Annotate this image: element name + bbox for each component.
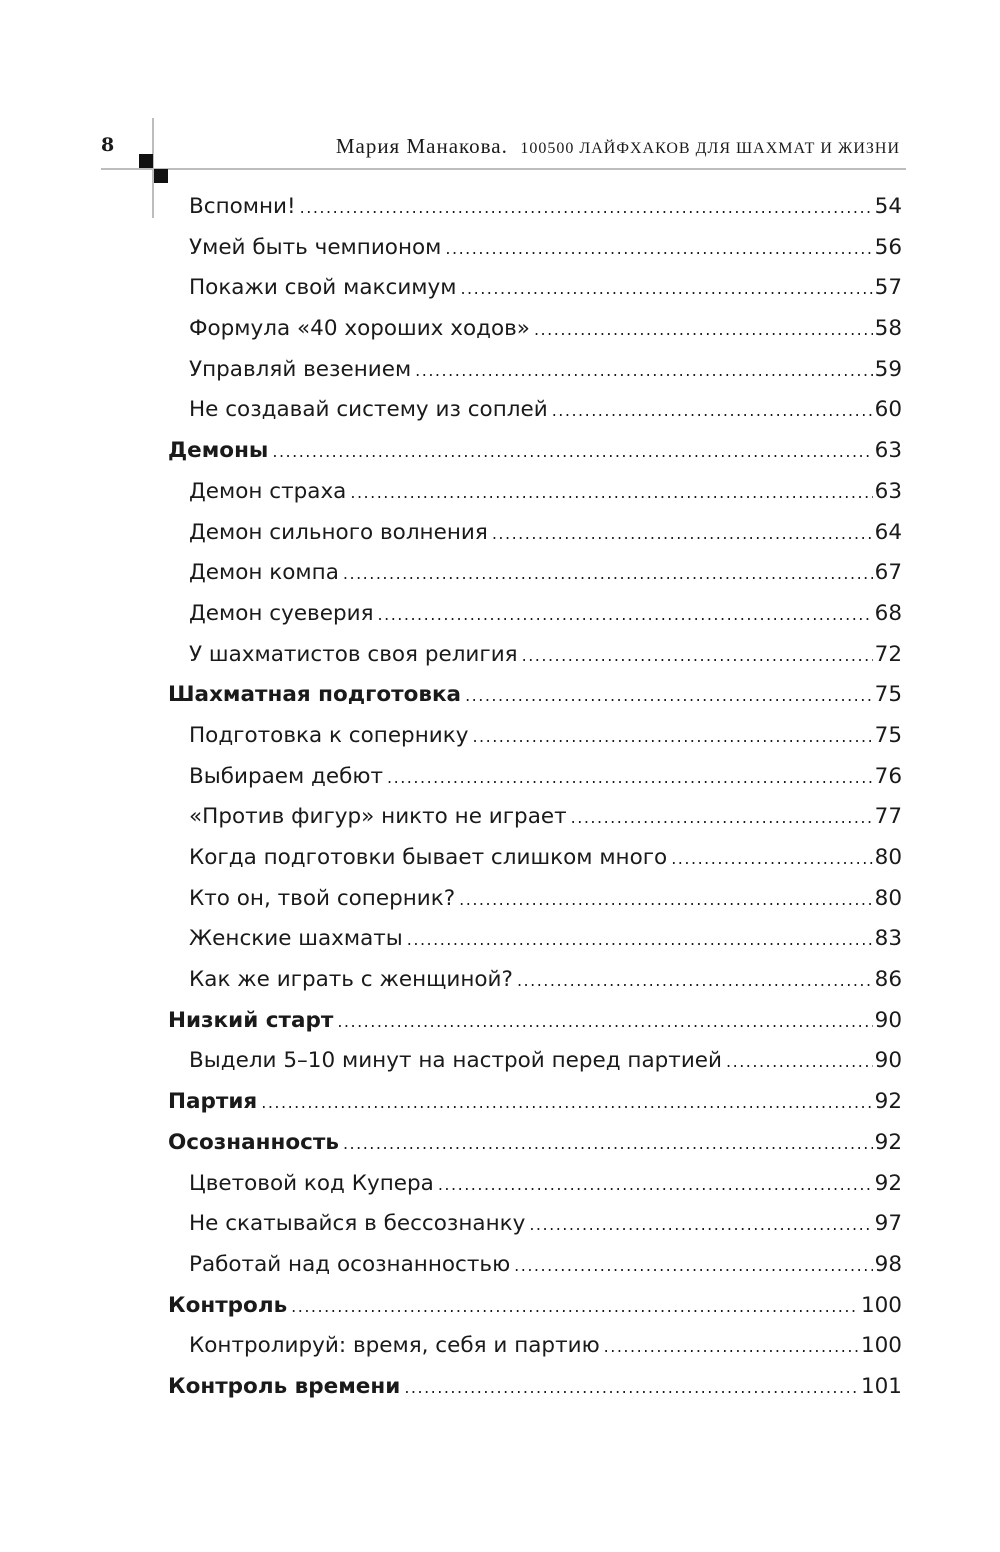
- toc-entry-page: 75: [874, 682, 902, 708]
- toc-dot-leader: [343, 1124, 873, 1165]
- toc-dot-leader: [387, 758, 873, 799]
- header-rule: [101, 168, 906, 170]
- toc-entry-page: 100: [860, 1333, 902, 1359]
- toc-section-entry: [168, 513, 902, 554]
- toc-entry-page: 92: [874, 1170, 902, 1196]
- toc-section-entry: [168, 472, 902, 513]
- toc-section-entry: [168, 919, 902, 960]
- toc-entry-title: Цветовой код Купера: [189, 1170, 434, 1196]
- toc-entry-title: Шахматная подготовка: [168, 682, 462, 708]
- toc-chapter-entry: [168, 1001, 902, 1042]
- toc-dot-leader: [291, 1287, 859, 1328]
- toc-entry-title: Выбираем дебют: [189, 763, 384, 789]
- toc-entry-page: 100: [860, 1292, 902, 1318]
- toc-section-entry: [168, 635, 902, 676]
- toc-dot-leader: [726, 1042, 873, 1083]
- toc-entry-page: 80: [874, 885, 902, 911]
- toc-chapter-entry: [168, 1123, 902, 1164]
- toc-dot-leader: [261, 1083, 872, 1124]
- toc-chapter-entry: [168, 431, 902, 472]
- toc-entry-page: 92: [874, 1089, 902, 1115]
- toc-entry-page: 75: [874, 722, 902, 748]
- header-author: Мария Манакова.: [335, 134, 508, 158]
- toc-entry-page: 98: [874, 1251, 902, 1277]
- toc-entry-page: 59: [874, 356, 902, 382]
- toc-section-entry: [168, 1245, 902, 1286]
- toc-entry-page: 64: [874, 519, 902, 545]
- toc-dot-leader: [415, 351, 872, 392]
- toc-section-entry: [168, 390, 902, 431]
- toc-entry-page: 57: [874, 275, 902, 301]
- toc-dot-leader: [534, 310, 873, 351]
- toc-entry-page: 54: [874, 194, 902, 219]
- toc-dot-leader: [472, 717, 872, 758]
- chess-square-dark: [139, 154, 153, 168]
- toc-dot-leader: [407, 920, 873, 961]
- toc-entry-title: Выдели 5–10 минут на настрой перед партией: [189, 1048, 723, 1074]
- toc-entry-title: Управляй везением: [189, 356, 412, 382]
- toc-section-entry: [168, 309, 902, 350]
- toc-section-entry: [168, 553, 902, 594]
- toc-entry-title: Партия: [168, 1089, 258, 1115]
- toc-entry-title: Подготовка к сопернику: [189, 722, 469, 748]
- toc-section-entry: [168, 797, 902, 838]
- toc-entry-page: 58: [874, 316, 902, 342]
- toc-dot-leader: [604, 1327, 859, 1368]
- toc-entry-title: Низкий старт: [168, 1007, 334, 1033]
- toc-section-entry: [168, 1041, 902, 1082]
- toc-dot-leader: [350, 473, 872, 514]
- toc-entry-title: У шахматистов своя религия: [189, 641, 518, 667]
- toc-entry-title: Покажи свой максимум: [189, 275, 457, 301]
- toc-dot-leader: [671, 839, 872, 880]
- table-of-contents: [168, 187, 902, 1408]
- toc-section-entry: [168, 757, 902, 798]
- toc-section-entry: [168, 1326, 902, 1367]
- toc-entry-title: Демоны: [168, 438, 269, 464]
- toc-entry-title: Не скатывайся в бессознанку: [189, 1211, 526, 1237]
- page-number: 8: [101, 134, 115, 156]
- toc-entry-page: 97: [874, 1211, 902, 1237]
- toc-entry-title: Когда подготовки бывает слишком много: [189, 845, 668, 870]
- toc-entry-title: «Против фигур» никто не играет: [189, 804, 567, 830]
- toc-entry-page: 72: [874, 641, 902, 667]
- toc-dot-leader: [465, 676, 873, 717]
- toc-entry-page: 67: [874, 560, 902, 586]
- running-header: [336, 134, 900, 159]
- toc-entry-title: Осознанность: [168, 1129, 339, 1155]
- toc-dot-leader: [571, 798, 873, 839]
- toc-chapter-entry: [168, 1367, 902, 1408]
- toc-dot-leader: [272, 432, 872, 473]
- toc-entry-title: Умей быть чемпионом: [189, 234, 442, 260]
- toc-entry-title: Формула «40 хороших ходов»: [189, 316, 530, 342]
- toc-dot-leader: [517, 961, 873, 1002]
- toc-entry-page: 68: [874, 600, 902, 626]
- toc-entry-title: Работай над осознанностью: [189, 1251, 511, 1277]
- toc-dot-leader: [445, 229, 872, 270]
- toc-dot-leader: [522, 636, 873, 677]
- toc-entry-page: 90: [874, 1007, 902, 1033]
- toc-entry-page: 63: [874, 478, 902, 504]
- toc-entry-page: 92: [874, 1129, 902, 1155]
- toc-section-entry: [168, 187, 902, 228]
- toc-dot-leader: [529, 1205, 872, 1246]
- toc-entry-title: Кто он, твой соперник?: [189, 885, 456, 911]
- toc-entry-title: Демон компа: [189, 560, 339, 586]
- toc-section-entry: [168, 838, 902, 879]
- toc-entry-title: Демон суеверия: [189, 600, 374, 626]
- toc-entry-page: 90: [874, 1048, 902, 1074]
- toc-dot-leader: [492, 514, 873, 555]
- toc-chapter-entry: [168, 1082, 902, 1123]
- toc-entry-page: 101: [860, 1373, 902, 1399]
- toc-dot-leader: [404, 1368, 859, 1409]
- toc-dot-leader: [343, 554, 873, 595]
- toc-section-entry: [168, 879, 902, 920]
- toc-dot-leader: [552, 391, 873, 432]
- toc-entry-page: 60: [874, 397, 902, 423]
- toc-dot-leader: [514, 1246, 872, 1287]
- toc-entry-page: 76: [874, 763, 902, 789]
- toc-entry-title: Контролируй: время, себя и партию: [189, 1333, 600, 1359]
- toc-section-entry: [168, 268, 902, 309]
- toc-dot-leader: [459, 880, 872, 921]
- toc-entry-page: 77: [874, 804, 902, 830]
- toc-entry-title: Демон страха: [189, 478, 347, 504]
- toc-entry-title: Контроль времени: [168, 1373, 401, 1399]
- toc-section-entry: [168, 1164, 902, 1205]
- toc-entry-page: 80: [874, 845, 902, 870]
- toc-dot-leader: [337, 1002, 872, 1043]
- chess-square-dark: [154, 169, 168, 183]
- header-book-title: 100500 ЛАЙФХАКОВ ДЛЯ ШАХМАТ И ЖИЗНИ: [520, 140, 900, 157]
- toc-section-entry: [168, 350, 902, 391]
- toc-dot-leader: [300, 188, 873, 229]
- toc-entry-title: Контроль: [168, 1292, 288, 1318]
- toc-section-entry: [168, 594, 902, 635]
- toc-chapter-entry: [168, 675, 902, 716]
- toc-entry-title: Вспомни!: [189, 194, 296, 219]
- toc-entry-page: 56: [874, 234, 902, 260]
- toc-entry-page: 63: [874, 438, 902, 464]
- toc-section-entry: [168, 716, 902, 757]
- chess-square-icon: [139, 154, 168, 183]
- toc-dot-leader: [378, 595, 873, 636]
- toc-chapter-entry: [168, 1286, 902, 1327]
- toc-entry-page: 83: [874, 926, 902, 952]
- toc-entry-title: Как же играть с женщиной?: [189, 967, 513, 993]
- toc-entry-title: Не создавай систему из соплей: [189, 397, 548, 423]
- toc-entry-page: 86: [874, 967, 902, 993]
- toc-dot-leader: [460, 269, 872, 310]
- toc-section-entry: [168, 960, 902, 1001]
- toc-entry-title: Демон сильного волнения: [189, 519, 488, 545]
- toc-section-entry: [168, 1204, 902, 1245]
- toc-entry-title: Женские шахматы: [189, 926, 403, 952]
- toc-section-entry: [168, 228, 902, 269]
- toc-dot-leader: [438, 1165, 873, 1206]
